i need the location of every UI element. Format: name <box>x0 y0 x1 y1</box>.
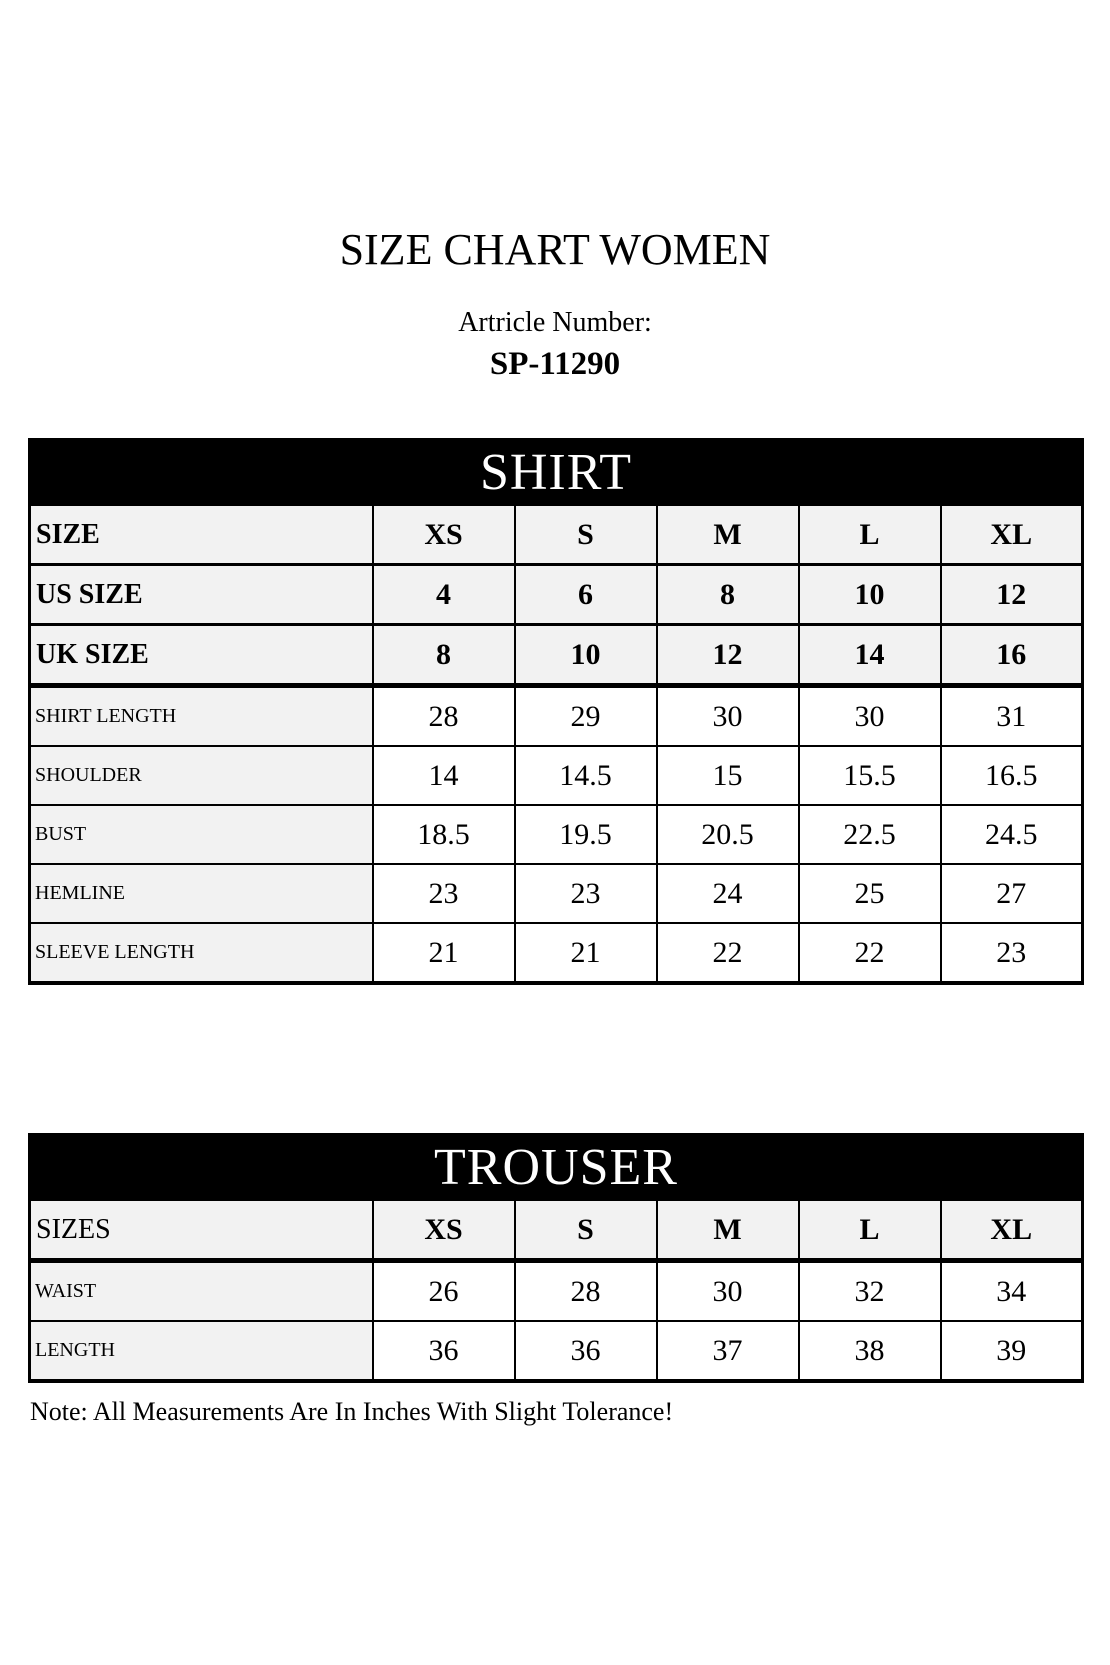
value-cell: 10 <box>799 565 941 625</box>
row-label: WAIST <box>30 1261 373 1322</box>
value-cell: 22 <box>799 923 941 983</box>
value-cell: 21 <box>373 923 515 983</box>
article-number-label: Artricle Number: <box>458 307 652 338</box>
table-row-bust <box>30 805 1083 864</box>
value-cell: 39 <box>941 1321 1083 1381</box>
value-cell: XL <box>941 1200 1083 1261</box>
row-label: HEMLINE <box>30 864 373 923</box>
value-cell: 23 <box>373 864 515 923</box>
value-cell: 28 <box>515 1261 657 1322</box>
value-cell: 32 <box>799 1261 941 1322</box>
value-cell: 6 <box>515 565 657 625</box>
value-cell: 29 <box>515 686 657 747</box>
row-label: SIZE <box>30 505 373 565</box>
value-cell: 23 <box>941 923 1083 983</box>
table-row-size <box>30 505 1083 565</box>
article-number-value: SP-11290 <box>489 346 621 382</box>
table-row-waist <box>30 1261 1083 1322</box>
row-label: UK SIZE <box>30 625 373 686</box>
value-cell: 28 <box>373 686 515 747</box>
value-cell: 10 <box>515 625 657 686</box>
table-row-sleeve-length <box>30 923 1083 983</box>
value-cell: 14.5 <box>515 746 657 805</box>
value-cell: 34 <box>941 1261 1083 1322</box>
value-cell: 14 <box>373 746 515 805</box>
value-cell: 31 <box>941 686 1083 747</box>
value-cell: 22 <box>657 923 799 983</box>
value-cell: 15.5 <box>799 746 941 805</box>
value-cell: M <box>657 505 799 565</box>
value-cell: XS <box>373 1200 515 1261</box>
value-cell: 19.5 <box>515 805 657 864</box>
trouser-size-table <box>28 1133 1084 1383</box>
value-cell: 16.5 <box>941 746 1083 805</box>
table-row-hemline <box>30 864 1083 923</box>
table-row-shirt-length <box>30 686 1083 747</box>
value-cell: 38 <box>799 1321 941 1381</box>
value-cell: 26 <box>373 1261 515 1322</box>
row-label: SHIRT LENGTH <box>30 686 373 747</box>
trouser-table-title: TROUSER <box>30 1135 1083 1200</box>
row-label: SIZES <box>30 1200 373 1261</box>
value-cell: 18.5 <box>373 805 515 864</box>
table-row-length <box>30 1321 1083 1381</box>
value-cell: 36 <box>373 1321 515 1381</box>
row-label: BUST <box>30 805 373 864</box>
value-cell: 30 <box>657 1261 799 1322</box>
value-cell: 8 <box>657 565 799 625</box>
value-cell: 22.5 <box>799 805 941 864</box>
value-cell: M <box>657 1200 799 1261</box>
value-cell: S <box>515 505 657 565</box>
value-cell: 12 <box>941 565 1083 625</box>
value-cell: 30 <box>799 686 941 747</box>
value-cell: 21 <box>515 923 657 983</box>
table-row-shoulder <box>30 746 1083 805</box>
value-cell: 30 <box>657 686 799 747</box>
shirt-table-title: SHIRT <box>30 440 1083 505</box>
value-cell: 25 <box>799 864 941 923</box>
value-cell: 12 <box>657 625 799 686</box>
measurement-note: Note: All Measurements Are In Inches With Slight Tolerance! <box>30 1397 674 1426</box>
shirt-table-title-row <box>30 440 1083 505</box>
value-cell: 24 <box>657 864 799 923</box>
row-label: LENGTH <box>30 1321 373 1381</box>
value-cell: S <box>515 1200 657 1261</box>
value-cell: 14 <box>799 625 941 686</box>
value-cell: 24.5 <box>941 805 1083 864</box>
value-cell: L <box>799 1200 941 1261</box>
row-label: US SIZE <box>30 565 373 625</box>
value-cell: 4 <box>373 565 515 625</box>
shirt-size-table <box>28 438 1084 985</box>
table-row-us-size <box>30 565 1083 625</box>
value-cell: 8 <box>373 625 515 686</box>
table-row-sizes <box>30 1200 1083 1261</box>
value-cell: L <box>799 505 941 565</box>
value-cell: 23 <box>515 864 657 923</box>
value-cell: 36 <box>515 1321 657 1381</box>
trouser-table-title-row <box>30 1135 1083 1200</box>
value-cell: 16 <box>941 625 1083 686</box>
value-cell: XL <box>941 505 1083 565</box>
page-title: SIZE CHART WOMEN <box>339 225 771 274</box>
row-label: SHOULDER <box>30 746 373 805</box>
value-cell: XS <box>373 505 515 565</box>
row-label: SLEEVE LENGTH <box>30 923 373 983</box>
document-header <box>0 226 1110 382</box>
value-cell: 27 <box>941 864 1083 923</box>
value-cell: 37 <box>657 1321 799 1381</box>
table-row-uk-size <box>30 625 1083 686</box>
value-cell: 20.5 <box>657 805 799 864</box>
value-cell: 15 <box>657 746 799 805</box>
